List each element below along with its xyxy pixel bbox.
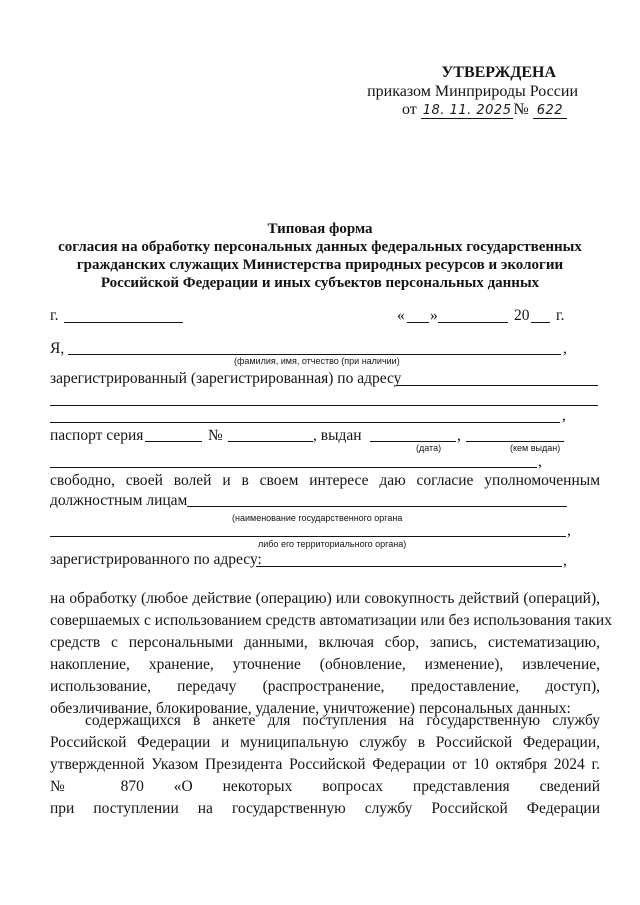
para2-line2: Российской Федерации и муниципальную службу в Российской Федерации, xyxy=(50,734,600,751)
address-comma: , xyxy=(562,407,566,424)
agency-blank[interactable] xyxy=(50,536,566,537)
fio-comma: , xyxy=(563,340,567,357)
year-prefix: 20 xyxy=(514,307,530,324)
passport-series-label: паспорт серия xyxy=(50,427,144,444)
issued-label: , выдан xyxy=(313,427,362,444)
form-title-line2: согласия на обработку персональных данных федеральных государственных xyxy=(58,239,582,255)
registered-address-comma: , xyxy=(563,552,567,569)
issuer-caption: (кем выдан) xyxy=(510,443,561,453)
ya-label: Я, xyxy=(50,340,65,357)
registered-address-blank[interactable] xyxy=(256,566,562,567)
issue-date-blank[interactable] xyxy=(370,441,456,442)
agency-caption: (наименование государственного органа xyxy=(232,513,403,523)
form-title-line3: гражданских служащих Министерства природных ресурсов и экологии xyxy=(76,257,564,273)
approval-order: приказом Минприроды России xyxy=(367,83,578,100)
para1-line1: на обработку (любое действие (операцию) или совокупность действий (операций), xyxy=(50,590,600,607)
officials-blank[interactable] xyxy=(187,506,567,507)
form-title xyxy=(40,220,600,292)
issue-date-comma: , xyxy=(457,427,461,444)
form-title-line1: Типовая форма xyxy=(267,221,373,237)
para2-line3: утвержденной Указом Президента Российской Федерации от 10 октября 2024 г. xyxy=(50,756,600,773)
approval-number-handwritten: 622 xyxy=(533,103,567,119)
address-blank-3[interactable] xyxy=(50,422,560,423)
para1-line3: средств с персональными данными, включая сбор, запись, систематизацию, xyxy=(50,634,600,651)
issuer-blank[interactable] xyxy=(466,441,564,442)
para2-line1: содержащихся в анкете для поступления на государственную службу xyxy=(85,712,600,729)
city-prefix: г. xyxy=(50,307,59,324)
issuer-comma: , xyxy=(538,453,542,470)
para2-line5: при поступлении на государственную службу Российской Федерации xyxy=(50,800,600,817)
officials-label: должностным лицам xyxy=(50,492,188,509)
consent-line: свободно, своей волей и в своем интересе даю согласие уполномоченным xyxy=(50,472,600,489)
fio-blank[interactable] xyxy=(68,354,561,355)
day-blank[interactable] xyxy=(407,322,429,323)
address-blank-2[interactable] xyxy=(50,405,598,406)
para1-line2: совершаемых с использованием средств автоматизации или без использования таких xyxy=(50,612,612,629)
city-blank[interactable] xyxy=(64,322,183,323)
passport-number-blank[interactable] xyxy=(228,441,313,442)
date-caption: (дата) xyxy=(416,443,442,453)
approval-number-sign: № xyxy=(513,101,529,118)
fio-caption: (фамилия, имя, отчество (при наличии) xyxy=(234,356,400,366)
address-blank-1[interactable] xyxy=(396,385,598,386)
approval-title: УТВЕРЖДЕНА xyxy=(441,64,556,81)
year-suffix: г. xyxy=(556,307,565,324)
territorial-caption: либо его территориального органа) xyxy=(258,539,407,549)
registered-label: зарегистрированный (зарегистрированная) по адресу xyxy=(50,370,402,387)
issuer-blank-2[interactable] xyxy=(50,467,537,468)
date-close-quote: » xyxy=(430,307,438,324)
passport-series-blank[interactable] xyxy=(145,441,202,442)
form-title-line4: Российской Федерации и иных субъектов персональных данных xyxy=(100,275,540,291)
registered-address-label: зарегистрированного по адресу: xyxy=(50,551,262,568)
para1-line4: накопление, хранение, уточнение (обновление, изменение), извлечение, xyxy=(50,656,600,673)
year-blank[interactable] xyxy=(531,322,550,323)
approval-from: от xyxy=(402,101,417,118)
month-blank[interactable] xyxy=(438,322,508,323)
approval-date-row xyxy=(402,101,567,119)
para1-line5: использование, передачу (распространение, предоставление, доступ), xyxy=(50,678,600,695)
date-open-quote: « xyxy=(397,307,405,324)
passport-number-sign: № xyxy=(208,427,223,444)
agency-comma: , xyxy=(567,522,571,539)
approval-date-handwritten: 18. 11. 2025 xyxy=(422,103,512,118)
para1-line6: обезличивание, блокирование, удаление, уничтожение) персональных данных: xyxy=(50,700,571,717)
para2-line4: № 870 «О некоторых вопросах представления сведений xyxy=(50,778,600,795)
